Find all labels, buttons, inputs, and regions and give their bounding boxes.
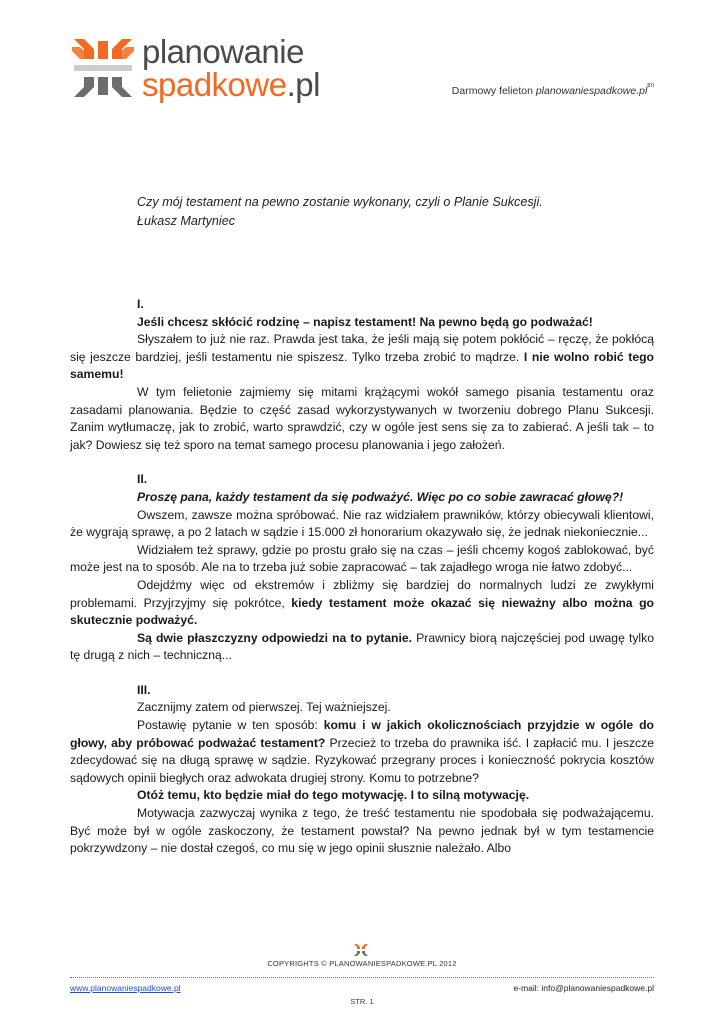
section-3-paragraph: Otóż temu, kto będzie miał do tego motywację. I to silną motywację. bbox=[137, 788, 530, 803]
footer-divider bbox=[70, 977, 654, 978]
logo-arrows-icon bbox=[72, 37, 134, 99]
section-1-number: I. bbox=[137, 297, 144, 311]
logo-word-spadkowe: spadkowe.pl bbox=[142, 66, 320, 103]
logo-word-planowanie: planowanie bbox=[142, 33, 304, 70]
section-1-paragraph: W tym felietonie zajmiemy się mitami krążącymi wokół samego pisania testamentu oraz zasadami planowania. Będzie to część zasad wykorzystywanych w tworzeniu dobrego Planu Sukcesji. Zanim wytłumaczę, jak to zrobić, warto sprawdzić, czy w ogóle jest sens się za to zabierać. A jeśli tak – to jak? Dowiesz się też sporo na temat samego procesu planowania i jego założeń. bbox=[70, 384, 654, 452]
section-1-heading: Jeśli chcesz skłócić rodzinę – napisz testament! Na pewno będą go podważać! bbox=[137, 314, 593, 329]
article-title-block bbox=[137, 193, 543, 231]
header-tagline: Darmowy felieton $planowaniespadkowe.pl^{tm}$ bbox=[451, 83, 654, 97]
footer-logo-icon bbox=[353, 943, 369, 957]
page-number: STR. 1 bbox=[350, 997, 374, 1006]
article-body bbox=[70, 296, 654, 858]
section-2-paragraph: Widziałem też sprawy, gdzie po prostu grało się na czas – jeśli chcemy kogoś zablokować, być może jest na to sposób. Ale na to trzeba już sobie zapracować – tak zajadłego wroga nie łatwo zdobyć... bbox=[70, 542, 654, 575]
article-title: Czy mój testament na pewno zostanie wykonany, czyli o Planie Sukcesji. bbox=[137, 195, 543, 209]
footer-email: e-mail: info@planowaniespadkowe.pl bbox=[513, 983, 654, 993]
section-2-paragraph: Odejdźmy więc od ekstremów i zbliżmy się bardziej do normalnych ludzi ze zwykłymi problemami. Przyjrzyjmy się pokrótce, kiedy testament może okazać się nieważny albo można go skutecznie podważyć. bbox=[70, 577, 654, 628]
section-3-number: III. bbox=[137, 682, 151, 697]
section-3-paragraph: Postawię pytanie w ten sposób: komu i w jakich okolicznościach przyjdzie w ogóle do głowy, aby próbować podważać testament? Przecież to trzeba do prawnika iść. I zapłacić mu. I jeszcze zdecydować się na długą sprawę w sądzie. Ryzykować przegrany proces i konieczność pokrycia kosztów sądowych opinii biegłych oraz adwokata drugiej strony. Komu to potrzebne? bbox=[70, 718, 654, 785]
section-1-paragraph: Słyszałem to już nie raz. Prawda jest taka, że jeśli mają się potem pokłócić – ręczę, że pokłócą się jeszcze bardziej, jeśli testamentu nie spiszesz. Tylko trzeba zrobić to mądrze. I nie wolno robić tego samemu! bbox=[70, 332, 655, 382]
section-2-paragraph: Są dwie płaszczyzny odpowiedzi na to pytanie. Prawnicy biorą najczęściej pod uwagę tylko tę drugą z nich – techniczną... bbox=[70, 630, 655, 663]
section-2-heading: Proszę pana, każdy testament da się podważyć. Więc po co sobie zawracać głowę?! bbox=[137, 489, 624, 504]
section-2-paragraph: Owszem, zawsze można spróbować. Nie raz widziałem prawników, którzy obiecywali klientowi, że wygrają sprawę, a po 2 latach w sądzie i 15.000 zł honorarium okazywało się, że jednak niekoniecznie... bbox=[70, 507, 654, 540]
section-3-paragraph: Motywacja zazwyczaj wynika z tego, że treść testamentu nie spodobała się podważającemu. Być może był w ogóle zaskoczony, że testament powstał? Na pewno jednak był w tym testamencie pokrzywdzony – nie dostał czegoś, co mu się w jego opinii słusznie należało. Albo bbox=[70, 806, 654, 856]
article-author: Łukasz Martyniec bbox=[137, 214, 235, 228]
footer-copyright: COPYRIGHTS © PLANOWANIESPADKOWE.PL 2012 bbox=[267, 959, 457, 968]
footer-site-link[interactable]: www.planowaniespadkowe.pl bbox=[70, 983, 181, 993]
site-logo bbox=[72, 34, 342, 108]
section-3-paragraph: Zacznijmy zatem od pierwszej. Tej ważniejszej. bbox=[137, 700, 391, 715]
section-2-number: II. bbox=[137, 472, 148, 487]
